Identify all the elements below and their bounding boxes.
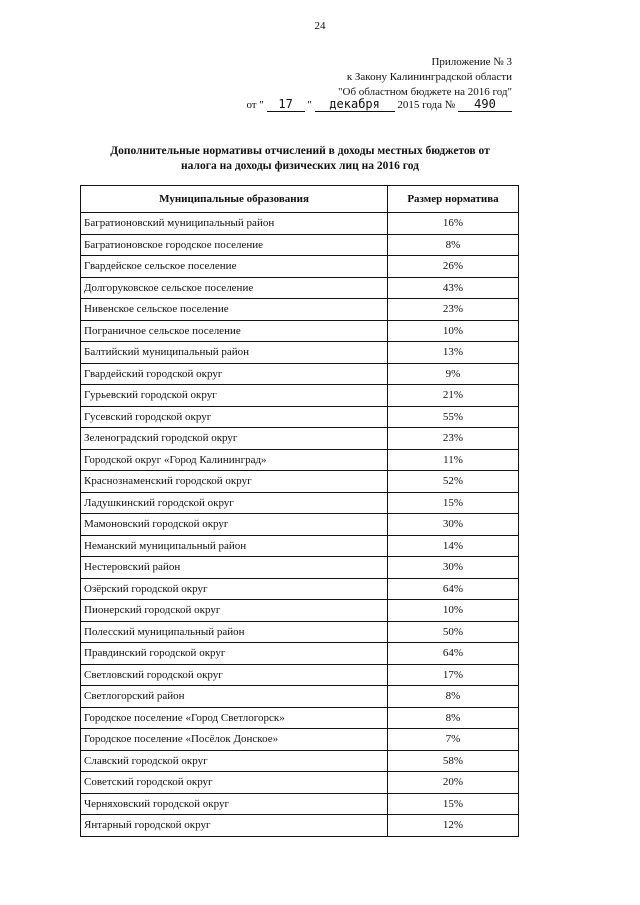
norm-value: 30%	[388, 514, 519, 536]
table-header-row	[81, 186, 519, 213]
title-line-1: Дополнительные нормативы отчислений в доходы местных бюджетов от	[110, 145, 490, 157]
norm-value: 23%	[388, 428, 519, 450]
municipality-name: Городское поселение «Город Светлогорск»	[81, 707, 388, 729]
municipality-name: Краснознаменский городской округ	[81, 471, 388, 493]
table-row	[81, 729, 519, 751]
municipality-name: Неманский муниципальный район	[81, 535, 388, 557]
norm-value: 8%	[388, 686, 519, 708]
date-day: 17	[267, 97, 305, 112]
table-row	[81, 707, 519, 729]
table-row	[81, 686, 519, 708]
municipality-name: Янтарный городской округ	[81, 815, 388, 837]
table-row	[81, 363, 519, 385]
norm-value: 8%	[388, 707, 519, 729]
norm-value: 43%	[388, 277, 519, 299]
date-line	[246, 97, 512, 112]
norm-value: 23%	[388, 299, 519, 321]
law-number: 490	[458, 97, 512, 112]
table-row	[81, 750, 519, 772]
norm-value: 16%	[388, 213, 519, 235]
table-row	[81, 514, 519, 536]
law-line: к Закону Калининградской области	[346, 71, 512, 83]
table-row	[81, 320, 519, 342]
norm-value: 10%	[388, 600, 519, 622]
norm-value: 26%	[388, 256, 519, 278]
norm-value: 52%	[388, 471, 519, 493]
municipality-name: Зеленоградский городской округ	[81, 428, 388, 450]
norm-value: 58%	[388, 750, 519, 772]
municipality-name: Долгоруковское сельское поселение	[81, 277, 388, 299]
municipality-name: Ладушкинский городской округ	[81, 492, 388, 514]
municipality-name: Светлогорский район	[81, 686, 388, 708]
table-row	[81, 535, 519, 557]
norm-value: 55%	[388, 406, 519, 428]
norm-value: 15%	[388, 793, 519, 815]
municipality-name: Нивенское сельское поселение	[81, 299, 388, 321]
header-norm-size: Размер норматива	[388, 186, 519, 213]
norm-value: 30%	[388, 557, 519, 579]
table-row	[81, 492, 519, 514]
table-body	[81, 213, 519, 837]
title-line-2: налога на доходы физических лиц на 2016 год	[181, 160, 419, 172]
norm-value: 17%	[388, 664, 519, 686]
norm-value: 12%	[388, 815, 519, 837]
table-row	[81, 664, 519, 686]
norm-value: 7%	[388, 729, 519, 751]
document-title	[80, 144, 520, 174]
norm-value: 9%	[388, 363, 519, 385]
municipality-name: Нестеровский район	[81, 557, 388, 579]
municipality-name: Пионерский городской округ	[81, 600, 388, 622]
norm-value: 64%	[388, 578, 519, 600]
table-row	[81, 299, 519, 321]
municipality-name: Городской округ «Город Калининград»	[81, 449, 388, 471]
municipality-name: Славский городской округ	[81, 750, 388, 772]
date-quote-close: "	[307, 99, 312, 111]
municipality-name: Пограничное сельское поселение	[81, 320, 388, 342]
table-row	[81, 578, 519, 600]
municipality-name: Гурьевский городской округ	[81, 385, 388, 407]
table-row	[81, 793, 519, 815]
norm-value: 15%	[388, 492, 519, 514]
municipality-name: Городское поселение «Посёлок Донское»	[81, 729, 388, 751]
table-row	[81, 256, 519, 278]
norm-value: 10%	[388, 320, 519, 342]
norm-value: 11%	[388, 449, 519, 471]
norms-table	[80, 185, 519, 837]
municipality-name: Озёрский городской округ	[81, 578, 388, 600]
table-row	[81, 815, 519, 837]
table-row	[81, 234, 519, 256]
table-row	[81, 277, 519, 299]
municipality-name: Мамоновский городской округ	[81, 514, 388, 536]
appendix-header	[338, 55, 512, 100]
norm-value: 50%	[388, 621, 519, 643]
budget-line: "Об областном бюджете на 2016 год"	[338, 86, 512, 98]
date-month: декабря	[315, 97, 395, 112]
municipality-name: Багратионовское городское поселение	[81, 234, 388, 256]
date-year: 2015 года №	[397, 99, 456, 111]
municipality-name: Полесский муниципальный район	[81, 621, 388, 643]
table-row	[81, 428, 519, 450]
table-row	[81, 621, 519, 643]
table-row	[81, 471, 519, 493]
municipality-name: Багратионовский муниципальный район	[81, 213, 388, 235]
municipality-name: Правдинский городской округ	[81, 643, 388, 665]
norm-value: 20%	[388, 772, 519, 794]
municipality-name: Черняховский городской округ	[81, 793, 388, 815]
table-row	[81, 772, 519, 794]
table-row	[81, 643, 519, 665]
table-row	[81, 342, 519, 364]
norm-value: 13%	[388, 342, 519, 364]
norm-value: 14%	[388, 535, 519, 557]
table-row	[81, 449, 519, 471]
table-row	[81, 385, 519, 407]
municipality-name: Гусевский городской округ	[81, 406, 388, 428]
header-municipality: Муниципальные образования	[81, 186, 388, 213]
table-row	[81, 600, 519, 622]
page-number: 24	[314, 20, 326, 32]
municipality-name: Советский городской округ	[81, 772, 388, 794]
municipality-name: Гвардейское сельское поселение	[81, 256, 388, 278]
table-row	[81, 557, 519, 579]
municipality-name: Светловский городской округ	[81, 664, 388, 686]
date-prefix: от "	[246, 99, 264, 111]
norm-value: 64%	[388, 643, 519, 665]
table-row	[81, 213, 519, 235]
table-row	[81, 406, 519, 428]
appendix-line: Приложение № 3	[431, 56, 512, 68]
municipality-name: Балтийский муниципальный район	[81, 342, 388, 364]
municipality-name: Гвардейский городской округ	[81, 363, 388, 385]
norm-value: 8%	[388, 234, 519, 256]
norm-value: 21%	[388, 385, 519, 407]
